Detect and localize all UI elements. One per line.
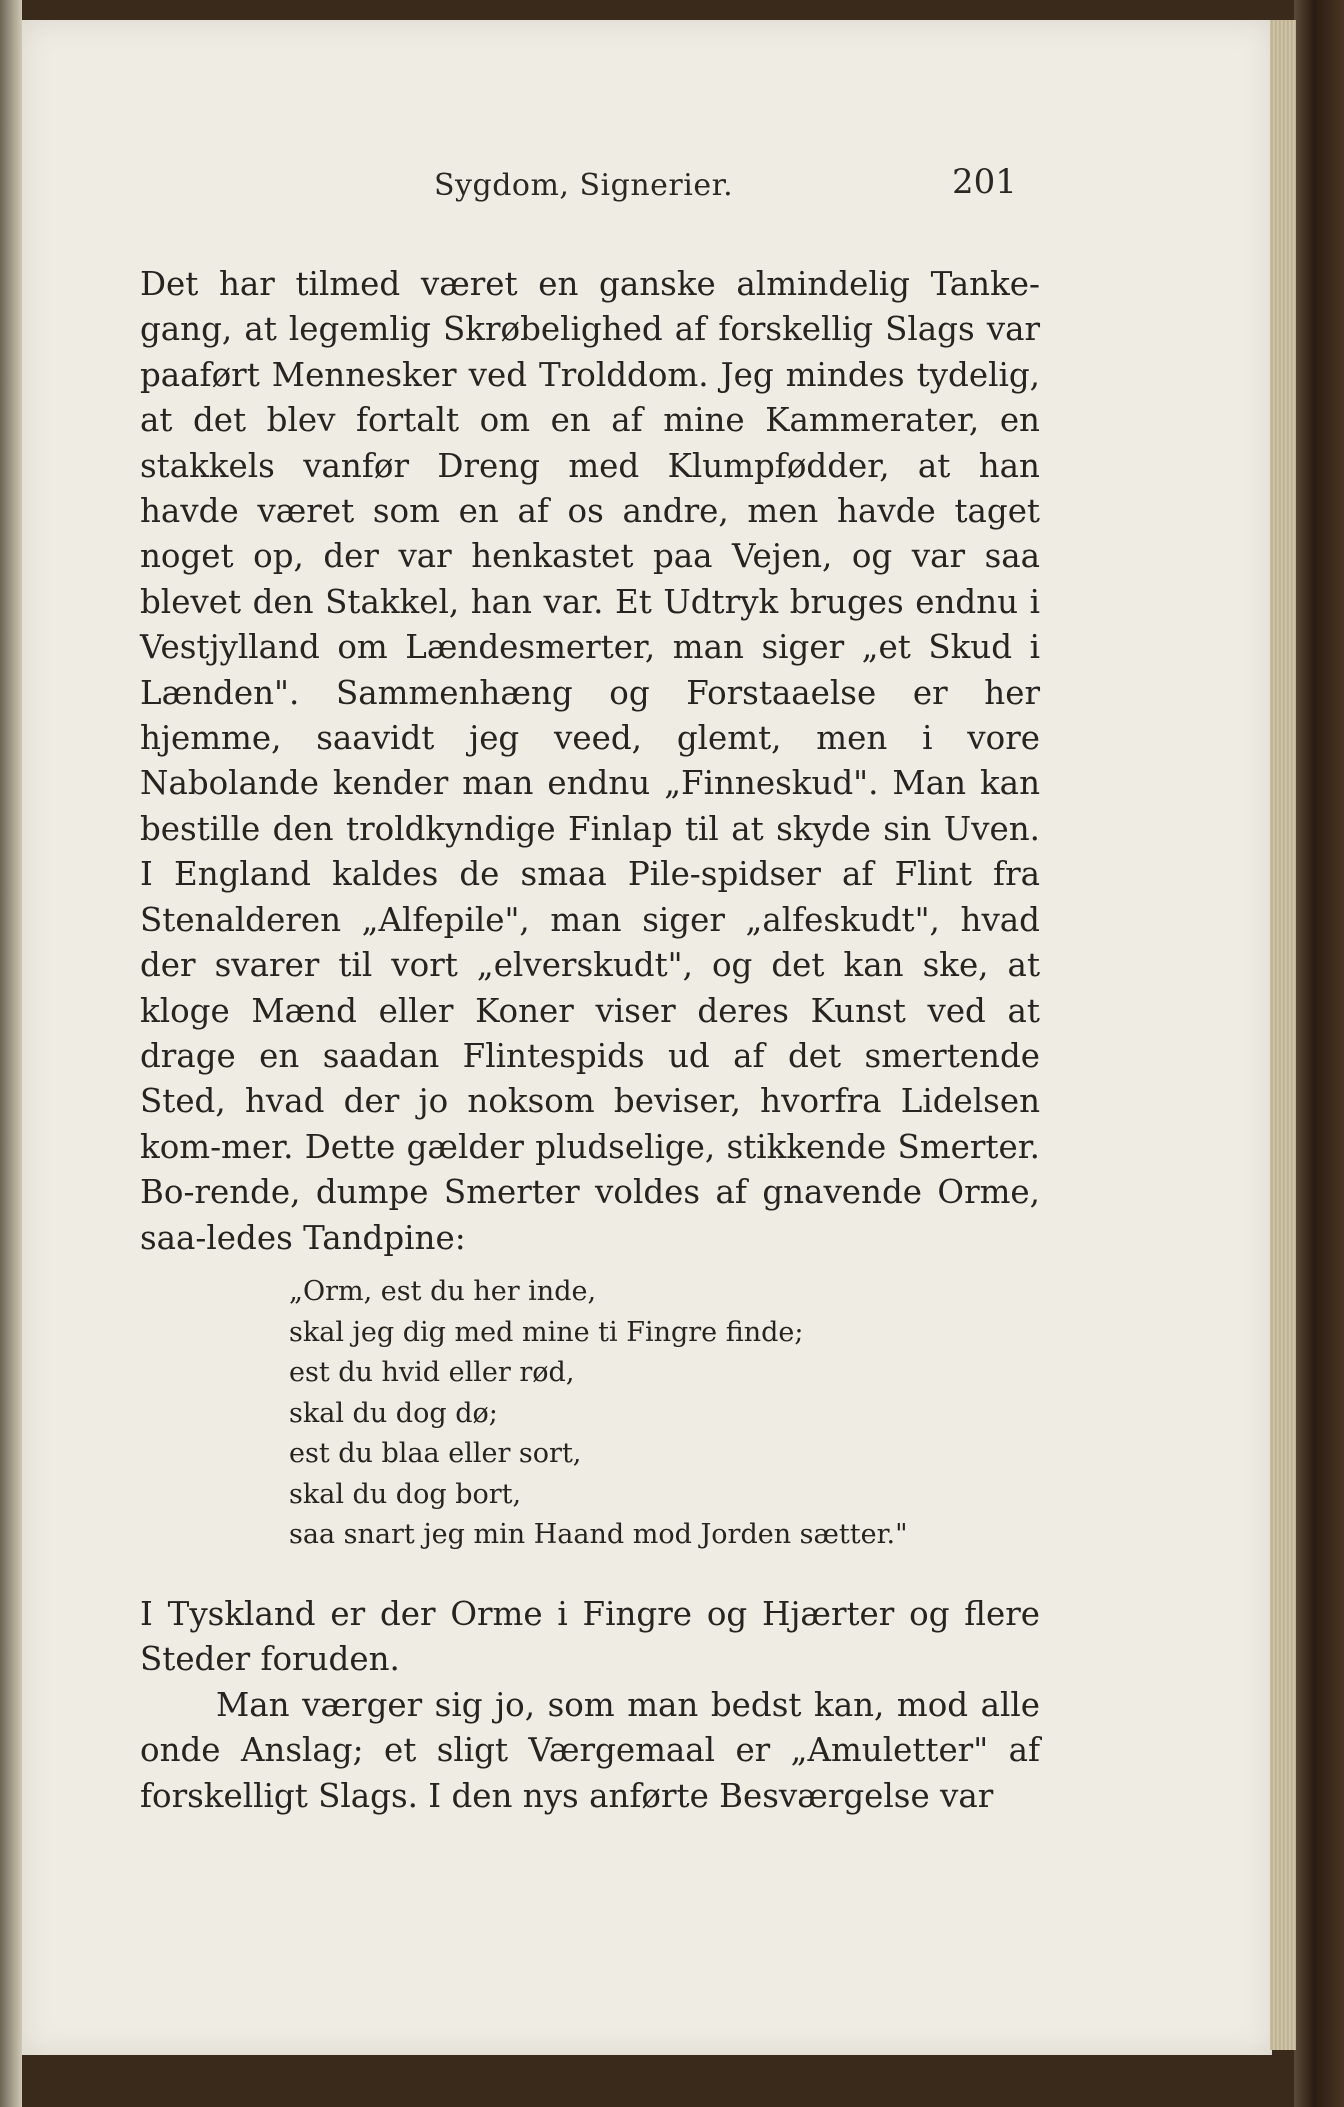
verse-line: est du hvid eller rød, [289,1357,575,1388]
verse-line: skal du dog dø; [289,1397,498,1429]
verse-line: saa snart jeg min Haand mod Jorden sætter." [289,1519,908,1550]
incantation-verse [289,1272,1049,1556]
verse-line: skal du dog bort, [289,1478,522,1510]
main-text-block [140,262,1040,1261]
book-edge-left [0,0,22,2107]
paragraph-2: I Tyskland er der Orme i Fingre og Hjærter og flere Steder foruden. [140,1595,1040,1679]
verse-line: skal jeg dig med mine ti Fingre finde; [289,1316,804,1348]
book-cover-right [1294,0,1344,2107]
page-header [22,162,1272,208]
running-head: Sygdom, Signerier. [434,168,734,203]
book-page [22,20,1272,2055]
verse-line: „Orm, est du her inde, [289,1276,597,1307]
closing-text-block [140,1592,1040,1819]
paragraph-3: Man værger sig jo, som man bedst kan, mod alle onde Anslag; et sligt Værgemaal er „Amuletter" af forskelligt Slags. I den nys anførte Besværgelse var [140,1685,1040,1815]
page-stack-edge [1270,20,1296,2050]
paragraph-1: Det har tilmed været en ganske almindelig Tanke-gang, at legemlig Skrøbelighed af forskellig Slags var paaført Mennesker ved Trolddom. Jeg mindes tydelig, at det blev fortalt om en af mine Kammerater, en stakkels vanfør Dreng med Klumpfødder, at han havde været som en af os andre, men havde taget noget op, der var henkastet paa Vejen, og var saa blevet den Stakkel, han var. Et Udtryk bruges endnu i Vestjylland om Lændesmerter, man siger „et Skud i Lænden". Sammenhæng og Forstaaelse er her hjemme, saavidt jeg veed, glemt, men i vore Nabolande kender man endnu „Finneskud". Man kan bestille den troldkyndige Finlap til at skyde sin Uven. I England kaldes de smaa Pile-spidser af Flint fra Stenalderen „Alfepile", man siger „alfeskudt", hvad der svarer til vort „elverskudt", og det kan ske, at kloge Mænd eller Koner viser deres Kunst ved at drage en saadan Flintespids ud af det smertende Sted, hvad der jo noksom beviser, hvorfra Lidelsen kom-mer. Dette gælder pludselige, stikkende Smerter. Bo-rende, dumpe Smerter voldes af gnavende Orme, saa-ledes Tandpine: [140,265,1040,1257]
page-number: 201 [952,162,1017,202]
verse-line: est du blaa eller sort, [289,1438,582,1469]
